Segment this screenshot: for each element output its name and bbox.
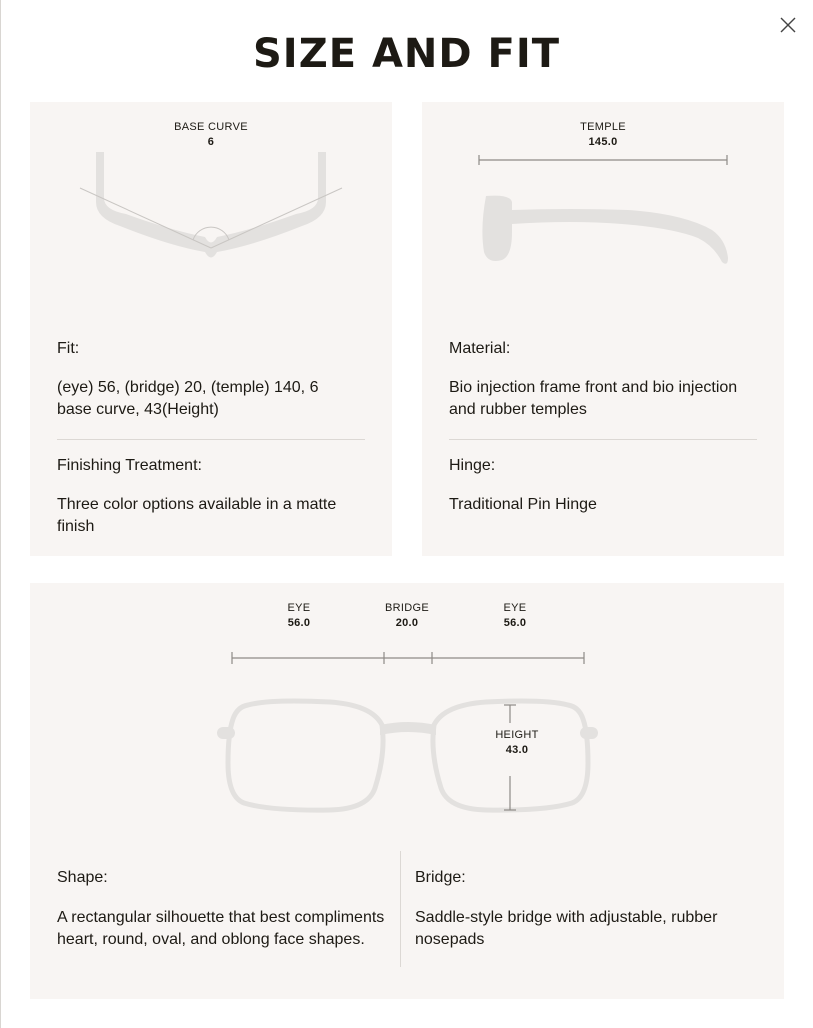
bridge-spec-value: Saddle-style bridge with adjustable, rubber nosepads: [415, 909, 718, 948]
height-measurement: [467, 728, 567, 758]
divider: [449, 439, 757, 440]
shape-value: A rectangular silhouette that best compliments heart, round, oval, and oblong face shapes.: [57, 909, 385, 948]
base-curve-value: 6: [207, 136, 215, 148]
front-view-panel: [30, 583, 784, 999]
temple-value: 145.0: [588, 136, 618, 148]
eye-right-label: EYE: [503, 602, 527, 614]
bridge-label: BRIDGE: [385, 602, 429, 614]
bridge-value: 20.0: [395, 617, 419, 629]
material-label: Material:: [449, 340, 511, 357]
hinge-label: Hinge:: [449, 457, 496, 474]
top-view-frame-illustration: [30, 102, 392, 302]
fit-label: Fit:: [57, 340, 80, 357]
temple-label: TEMPLE: [580, 121, 626, 133]
finishing-value: Three color options available in a matte finish: [57, 496, 337, 535]
shape-label: Shape:: [57, 869, 108, 886]
divider: [57, 439, 365, 440]
hinge-value: Traditional Pin Hinge: [449, 496, 597, 513]
column-divider: [400, 851, 401, 967]
page-title: SIZE AND FIT: [253, 31, 560, 77]
window-edge: [0, 0, 1, 1028]
finishing-label: Finishing Treatment:: [57, 457, 202, 474]
temple-panel: [422, 102, 784, 556]
height-label: HEIGHT: [495, 729, 539, 741]
fit-value: (eye) 56, (bridge) 20, (temple) 140, 6 base curve, 43(Height): [57, 379, 319, 418]
material-value: Bio injection frame front and bio injection and rubber temples: [449, 379, 738, 418]
base-curve-label: BASE CURVE: [174, 121, 248, 133]
eye-left-value: 56.0: [287, 617, 311, 629]
bridge-spec-label: Bridge:: [415, 869, 466, 886]
eye-left-label: EYE: [287, 602, 311, 614]
front-view-frame-illustration: [30, 583, 784, 843]
side-view-temple-illustration: [422, 102, 784, 302]
base-curve-panel: [30, 102, 392, 556]
height-value: 43.0: [505, 744, 529, 756]
eye-right-value: 56.0: [503, 617, 527, 629]
